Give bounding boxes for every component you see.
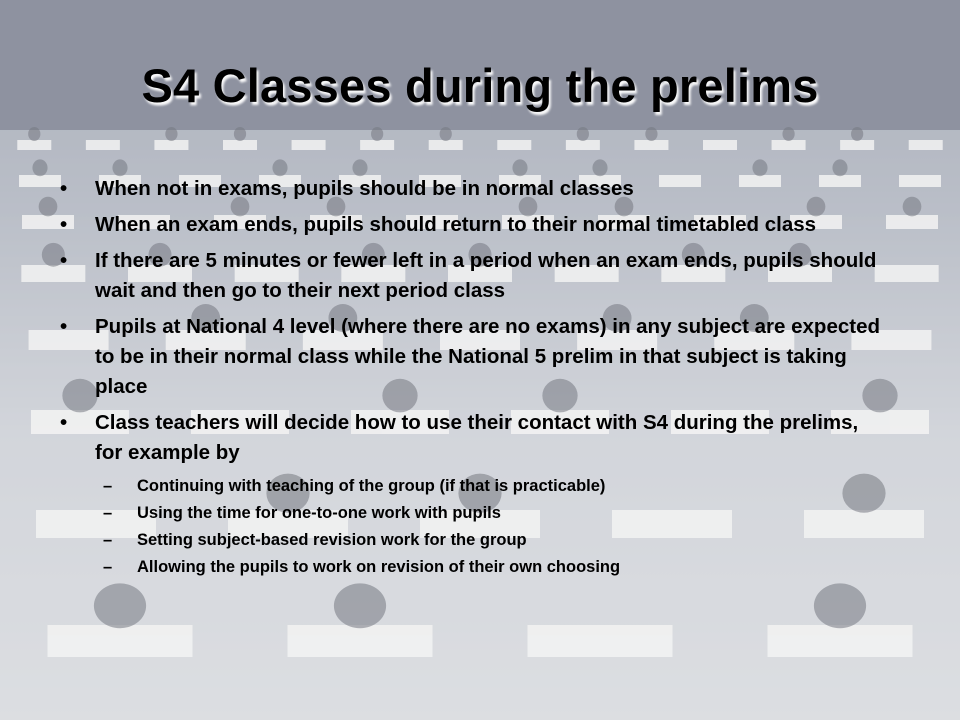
dash-icon: – xyxy=(103,477,113,495)
bullet-item xyxy=(60,312,890,402)
sub-bullet-item xyxy=(95,476,890,496)
bullet-item xyxy=(60,246,890,306)
bullet-text: When an exam ends, pupils should return to their normal timetabled class xyxy=(95,213,817,236)
dash-icon: – xyxy=(103,504,113,522)
sub-bullet-text: Setting subject-based revision work for the group xyxy=(137,531,527,549)
dash-icon: – xyxy=(103,558,113,576)
bullet-icon: • xyxy=(60,315,68,338)
sub-bullet-item xyxy=(95,530,890,550)
sub-bullet-text: Allowing the pupils to work on revision of their own choosing xyxy=(137,558,621,576)
bullet-item xyxy=(60,408,890,577)
bullet-icon: • xyxy=(60,213,68,236)
bullet-text: Class teachers will decide how to use their contact with S4 during the prelims, for example by xyxy=(95,411,859,464)
bullet-text: If there are 5 minutes or fewer left in a period when an exam ends, pupils should wait and then go to their next period class xyxy=(95,249,877,302)
bullet-icon: • xyxy=(60,177,68,200)
dash-icon: – xyxy=(103,531,113,549)
bullet-icon: • xyxy=(60,249,68,272)
slide-body xyxy=(60,174,890,584)
sub-bullet-item xyxy=(95,557,890,577)
sub-bullet-item xyxy=(95,503,890,523)
bullet-text: Pupils at National 4 level (where there are no exams) in any subject are expected to be in their normal class while the National 5 prelim in that subject is taking place xyxy=(95,315,880,398)
sub-bullet-text: Continuing with teaching of the group (if that is practicable) xyxy=(137,477,606,495)
bullet-list xyxy=(60,174,890,577)
bullet-item xyxy=(60,210,890,240)
sub-bullet-list xyxy=(95,476,890,577)
sub-bullet-text: Using the time for one-to-one work with pupils xyxy=(137,504,501,522)
bullet-item xyxy=(60,174,890,204)
bullet-text: When not in exams, pupils should be in normal classes xyxy=(95,177,634,200)
bullet-icon: • xyxy=(60,411,68,434)
slide-title: S4 Classes during the prelims xyxy=(141,59,819,112)
